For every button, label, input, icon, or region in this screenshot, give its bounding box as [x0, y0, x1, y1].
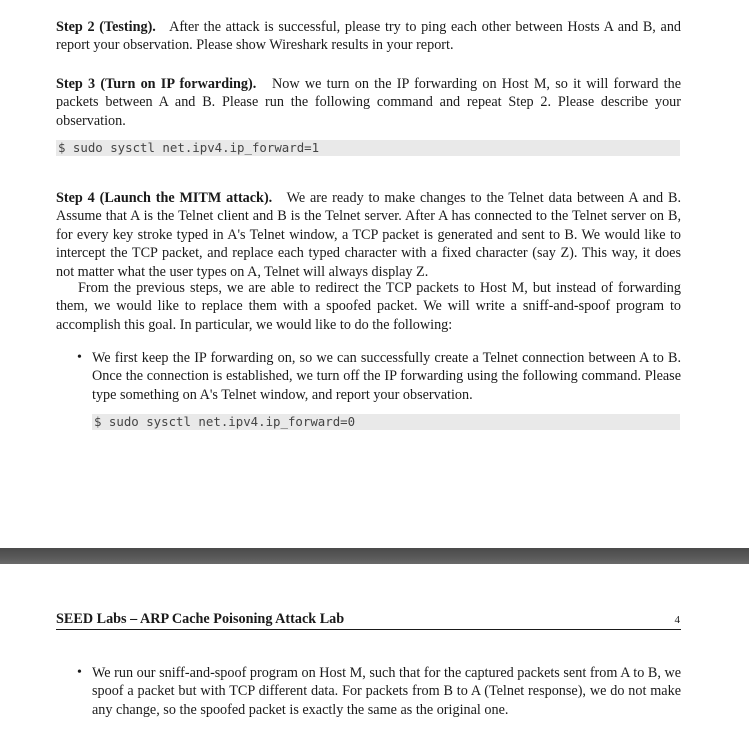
step3-text: Now we turn on the IP forwarding on Host M, so it will forward the packets between A and B. Please run the following command and repeat Step 2. Please describe your observation.	[56, 76, 681, 129]
bullet-item-2: We run our sniff-and-spoof program on Host M, such that for the captured packets sent from A to B, we spoof a packet but with TCP different data. For packets from B to A (Telnet response), we do not make any change, so the spoofed packet is exactly the same as the original one.	[92, 665, 681, 718]
step2-text: After the attack is successful, please try to ping each other between Hosts A and B, and report your observation. Please show Wireshark results in your report.	[56, 19, 682, 54]
step4-heading: Step 4 (Launch the MITM attack).	[56, 190, 273, 206]
step2-paragraph	[56, 18, 681, 55]
page-separator	[0, 548, 749, 564]
header-rule	[56, 629, 681, 630]
step4-paragraph	[56, 189, 681, 281]
bullet1-command-block: $ sudo sysctl net.ipv4.ip_forward=0	[92, 414, 680, 430]
step4-text: We are ready to make changes to the Telnet data between A and B. Assume that A is the Telnet client and B is the Telnet server. After A has connected to the Telnet server on B, for every key stroke typed in A's Telnet window, a TCP packet is generated and sent to B. We would like to intercept the TCP packet, and replace each typed character with a fixed character (say Z). This way, it does not matter what the user types on A, Telnet will always display Z.	[56, 190, 681, 280]
page-header-title: SEED Labs – ARP Cache Poisoning Attack Lab	[56, 611, 345, 627]
step3-command-block: $ sudo sysctl net.ipv4.ip_forward=1	[56, 140, 680, 156]
bullet-item-1: We first keep the IP forwarding on, so we can successfully create a Telnet connection between A to B. Once the connection is established, we turn off the IP forwarding using the following command. Please type something on A's Telnet window, and report your observation.	[92, 350, 681, 403]
bullet-marker-2: •	[77, 665, 82, 680]
page-number: 4	[674, 614, 680, 626]
step3-paragraph	[56, 75, 681, 130]
step3-heading: Step 3 (Turn on IP forwarding).	[56, 76, 257, 92]
step2-heading: Step 2 (Testing).	[56, 19, 156, 35]
step4-paragraph-2: From the previous steps, we are able to redirect the TCP packets to Host M, but instead of forwarding them, we would like to replace them with a spoofed packet. We will write a sniff-and-spoof program to accomplish this goal. In particular, we would like to do the following:	[56, 280, 681, 333]
bullet-marker-1: •	[77, 350, 82, 365]
